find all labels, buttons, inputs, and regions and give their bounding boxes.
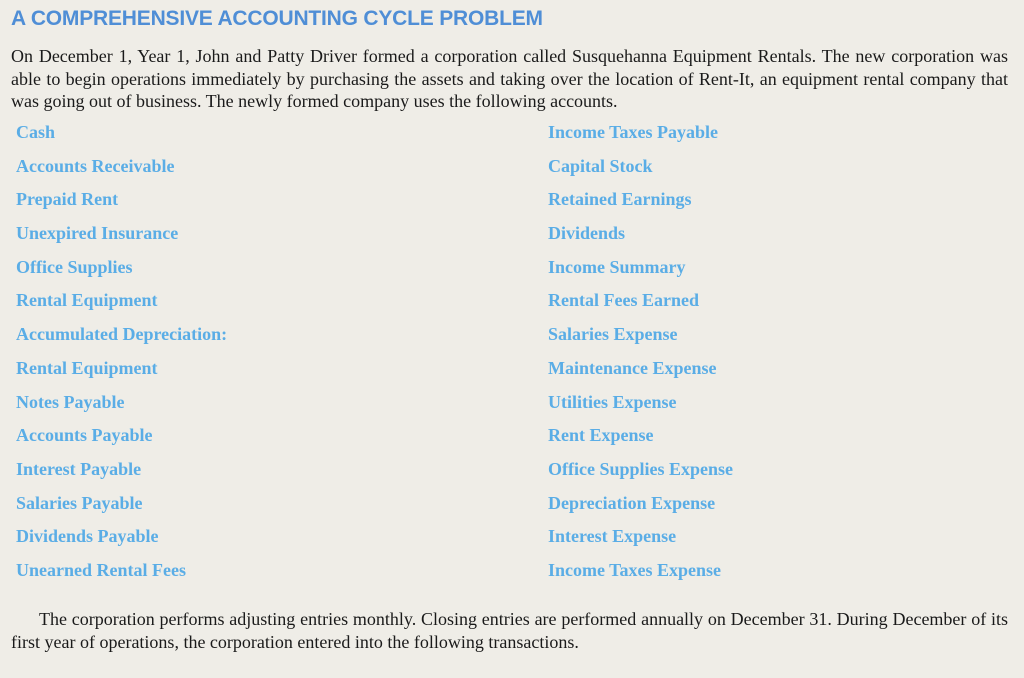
account-link[interactable]: Cash	[16, 122, 56, 142]
account-link[interactable]: Unearned Rental Fees	[16, 559, 186, 580]
account-link[interactable]: Accounts Payable	[16, 425, 153, 446]
account-link[interactable]: Rental Equipment	[16, 290, 158, 311]
account-link[interactable]: Salaries Expense	[548, 324, 678, 345]
account-link[interactable]: Prepaid Rent	[16, 189, 119, 210]
accounts-list-left	[16, 116, 227, 588]
account-link[interactable]: Dividends	[548, 223, 626, 244]
account-link[interactable]: Income Summary	[548, 256, 686, 277]
account-link[interactable]: Rent Expense	[548, 425, 654, 446]
page-title: A COMPREHENSIVE ACCOUNTING CYCLE PROBLEM	[11, 7, 543, 30]
account-link[interactable]: Accumulated Depreciation:	[16, 324, 228, 345]
account-link[interactable]: Income Taxes Expense	[548, 559, 722, 580]
account-link[interactable]: Office Supplies	[16, 256, 133, 277]
account-link[interactable]: Utilities Expense	[548, 391, 677, 412]
account-link[interactable]: Income Taxes Payable	[548, 122, 719, 142]
account-link[interactable]: Salaries Payable	[16, 492, 143, 513]
account-link[interactable]: Office Supplies Expense	[548, 458, 734, 479]
accounts-list-right	[548, 116, 733, 588]
account-link[interactable]: Rental Fees Earned	[548, 290, 699, 311]
account-link[interactable]: Interest Payable	[16, 458, 142, 479]
account-link[interactable]: Interest Expense	[548, 526, 677, 547]
closing-paragraph: The corporation performs adjusting entries monthly. Closing entries are performed annually on December 31. During December of its first year of operations, the corporation entered into the following transactions.	[11, 609, 1008, 652]
account-link[interactable]: Unexpired Insurance	[16, 223, 179, 244]
account-link[interactable]: Accounts Receivable	[16, 155, 175, 176]
intro-paragraph: On December 1, Year 1, John and Patty Driver formed a corporation called Susquehanna Equipment Rentals. The new corporation was able to begin operations immediately by purchasing the assets and taking over the location of Rent-It, an equipment rental company that was going out of business. The newly formed company uses the following accounts.	[11, 46, 1008, 111]
account-link[interactable]: Capital Stock	[548, 155, 653, 176]
account-link[interactable]: Rental Equipment	[16, 357, 158, 378]
account-link[interactable]: Retained Earnings	[548, 189, 692, 210]
account-link[interactable]: Notes Payable	[16, 391, 125, 412]
account-link[interactable]: Depreciation Expense	[548, 492, 716, 513]
account-link[interactable]: Dividends Payable	[16, 526, 159, 547]
account-link[interactable]: Maintenance Expense	[548, 357, 717, 378]
